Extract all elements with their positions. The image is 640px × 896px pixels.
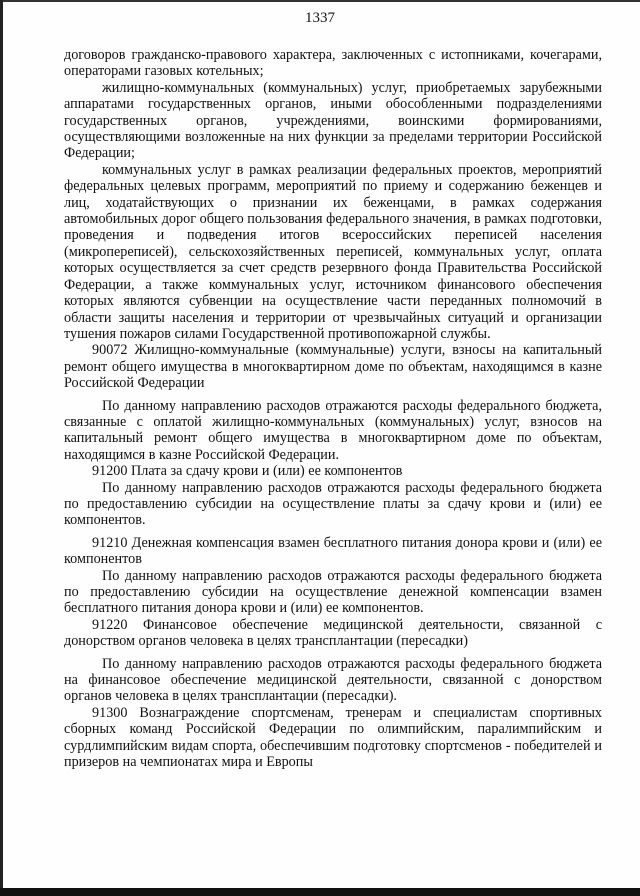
- paragraph: По данному направлению расходов отражаются расходы федерального бюджета по предоставлению субсидии на осуществление платы за сдачу крови и (или) ее компонентов.: [64, 479, 602, 529]
- paragraph: По данному направлению расходов отражаются расходы федерального бюджета по предоставлению субсидии на осуществление денежной компенсации взамен бесплатного питания донора крови и (или) ее компонентов.: [64, 567, 602, 617]
- section-heading: 91220 Финансовое обеспечение медицинской деятельности, связанной с донорством органов человека в целях трансплантации (пересадки): [64, 616, 602, 650]
- scan-edge-top: [0, 0, 640, 2]
- paragraph: По данному направлению расходов отражаются расходы федерального бюджета, связанные с оплатой жилищно-коммунальных (коммунальных) услуг, взносов на капитальный ремонт общего имущества в многоквартирном доме по объектам, находящимся в казне Российской Федерации.: [64, 397, 602, 463]
- scan-edge-bottom: [0, 888, 640, 896]
- paragraph: договоров гражданско-правового характера, заключенных с истопниками, кочегарами, операторами газовых котельных;: [64, 47, 602, 80]
- section-heading: 91300 Вознаграждение спортсменам, тренерам и специалистам спортивных сборных команд Российской Федерации по олимпийским, паралимпийским и сурдлимпийским видам спорта, обеспечившим подготовку спортсменов - победителей и призеров на чемпионатах мира и Европы: [64, 704, 602, 771]
- section-heading: 91200 Плата за сдачу крови и (или) ее компонентов: [92, 463, 403, 480]
- scan-edge-left: [0, 0, 3, 896]
- paragraph: По данному направлению расходов отражаются расходы федерального бюджета на финансовое обеспечение медицинской деятельности, связанной с донорством органов человека в целях трансплантации (пересадки).: [64, 655, 602, 705]
- paragraph: жилищно-коммунальных (коммунальных) услуг, приобретаемых зарубежными аппаратами государственных органов, иными обособленными подразделениями государственных органов, учреждениями, воинскими формированиями, осуществляющими возложенные на них функции за пределами территории Российской Федерации;: [64, 79, 602, 162]
- section-heading: 91210 Денежная компенсация взамен бесплатного питания донора крови и (или) ее компонентов: [64, 534, 602, 568]
- page-number: 1337: [305, 10, 335, 26]
- document-body: [64, 47, 602, 770]
- section-heading: 90072 Жилищно-коммунальные (коммунальные) услуги, взносы на капитальный ремонт общего имущества в многоквартирном доме по объектам, находящимся в казне Российской Федерации: [64, 342, 602, 392]
- paragraph: коммунальных услуг в рамках реализации федеральных проектов, мероприятий федеральных целевых программ, мероприятий по приему и содержанию беженцев и лиц, ходатайствующих о признании их беженцами, в рамках содержания автомобильных дорог общего пользования федерального значения, в рамках подготовки, проведения и подведения итогов всероссийских переписей населения (микропереписей), сельскохозяйственных переписей, коммунальных услуг, оплата которых осуществляется за счет средств резервного фонда Правительства Российской Федерации, а также коммунальных услуг, источником финансового обеспечения которых являются субвенции на осуществление части переданных полномочий в области защиты населения и территории от чрезвычайных ситуаций и организации тушения пожаров силами Государственной противопожарной службы.: [64, 161, 602, 342]
